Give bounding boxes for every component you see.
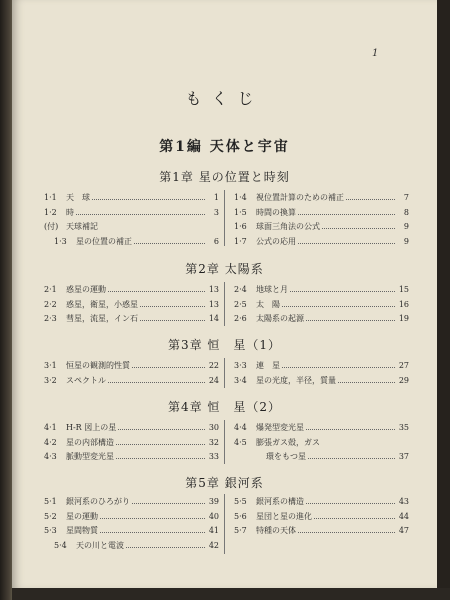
toc-entry[interactable]: 1·1 天 球 1 bbox=[44, 193, 219, 202]
toc-entry[interactable]: 2·5 太 陽 16 bbox=[234, 299, 409, 309]
page-number: 1 bbox=[372, 48, 379, 59]
book-binding bbox=[0, 0, 12, 600]
toc-column-right bbox=[234, 360, 409, 389]
toc-entry[interactable]: 3·2 スペクトル 24 bbox=[44, 375, 219, 385]
toc-column-left bbox=[44, 422, 219, 466]
toc-entry[interactable]: 4·5 膨張ガス殻，ガス bbox=[234, 437, 320, 447]
toc-entry[interactable]: 1·2 時 3 bbox=[44, 207, 219, 217]
toc-entry[interactable]: 4·2 星の内部構造 32 bbox=[44, 437, 219, 447]
chapter-heading: 第3章 恒 星（1） bbox=[167, 338, 282, 352]
column-divider bbox=[224, 282, 225, 326]
toc-column-right bbox=[234, 422, 409, 466]
column-divider bbox=[224, 494, 225, 554]
book-bottom-edge bbox=[12, 588, 450, 600]
toc-entry[interactable]: 2·6 太陽系の起源 19 bbox=[234, 314, 409, 323]
toc-entry[interactable]: 3·4 星の光度，半径，質量 29 bbox=[234, 375, 409, 385]
toc-entry[interactable]: 1·4 視位置計算のための補正 7 bbox=[234, 193, 409, 202]
column-divider bbox=[224, 358, 225, 388]
chapter-heading: 第1章 星の位置と時刻 bbox=[159, 170, 290, 184]
toc-entry[interactable]: 1·5 時間の換算 8 bbox=[234, 207, 409, 217]
chapter-heading: 第2章 太陽系 bbox=[185, 262, 264, 276]
toc-column-left bbox=[44, 496, 219, 554]
toc-entry[interactable]: 2·3 彗星，流星，イン石 14 bbox=[44, 314, 219, 323]
part-heading: 第1編 天体と宇宙 bbox=[159, 139, 290, 155]
toc-entry[interactable]: 4·3 脈動型変光星 33 bbox=[44, 452, 219, 461]
book-page bbox=[12, 0, 437, 588]
toc-entry[interactable]: 5·6 星団と星の進化 44 bbox=[234, 511, 409, 521]
toc-column-left bbox=[44, 192, 219, 250]
toc-column-left bbox=[44, 360, 219, 389]
toc-entry[interactable]: 1·7 公式の応用 9 bbox=[234, 236, 409, 246]
column-divider bbox=[224, 190, 225, 246]
toc-entry[interactable]: 4·4 爆発型変光星 35 bbox=[234, 423, 409, 432]
toc-entry[interactable]: 環をもつ星 37 bbox=[266, 452, 409, 461]
toc-entry[interactable]: 5·7 特種の天体 47 bbox=[234, 526, 409, 535]
column-divider bbox=[224, 420, 225, 464]
toc-entry[interactable]: 5·1 銀河系のひろがり 39 bbox=[44, 497, 219, 506]
toc-entry[interactable]: 1·6 球面三角法の公式 9 bbox=[234, 222, 409, 231]
toc-column-right bbox=[234, 192, 409, 250]
toc-entry[interactable]: 5·2 星の運動 40 bbox=[44, 511, 219, 521]
toc-entry[interactable]: 4·1 H-R 図上の星 30 bbox=[44, 423, 219, 432]
toc-entry[interactable]: 1·3 星の位置の補正 6 bbox=[54, 236, 219, 246]
toc-column-right bbox=[234, 284, 409, 328]
toc-entry[interactable]: 2·4 地球と月 15 bbox=[234, 285, 409, 294]
page-title: もくじ bbox=[185, 89, 264, 108]
chapter-heading: 第4章 恒 星（2） bbox=[167, 400, 282, 414]
toc-entry[interactable]: 5·5 銀河系の構造 43 bbox=[234, 497, 409, 506]
chapter-heading: 第5章 銀河系 bbox=[185, 476, 264, 490]
toc-entry[interactable]: 2·2 惑星，衛星，小惑星 13 bbox=[44, 299, 219, 309]
toc-entry[interactable]: 3·3 連 星 27 bbox=[234, 361, 409, 370]
toc-entry[interactable]: 3·1 恒星の観測的性質 22 bbox=[44, 361, 219, 370]
book-edge bbox=[437, 0, 450, 600]
toc-column-left bbox=[44, 284, 219, 328]
toc-column-right bbox=[234, 496, 409, 540]
toc-entry[interactable]: 2·1 惑星の運動 13 bbox=[44, 285, 219, 294]
toc-entry[interactable]: 5·4 天の川と電波 42 bbox=[54, 540, 219, 550]
toc-entry[interactable]: (付) 天球補記 bbox=[44, 222, 98, 231]
toc-entry[interactable]: 5·3 星間物質 41 bbox=[44, 526, 219, 535]
